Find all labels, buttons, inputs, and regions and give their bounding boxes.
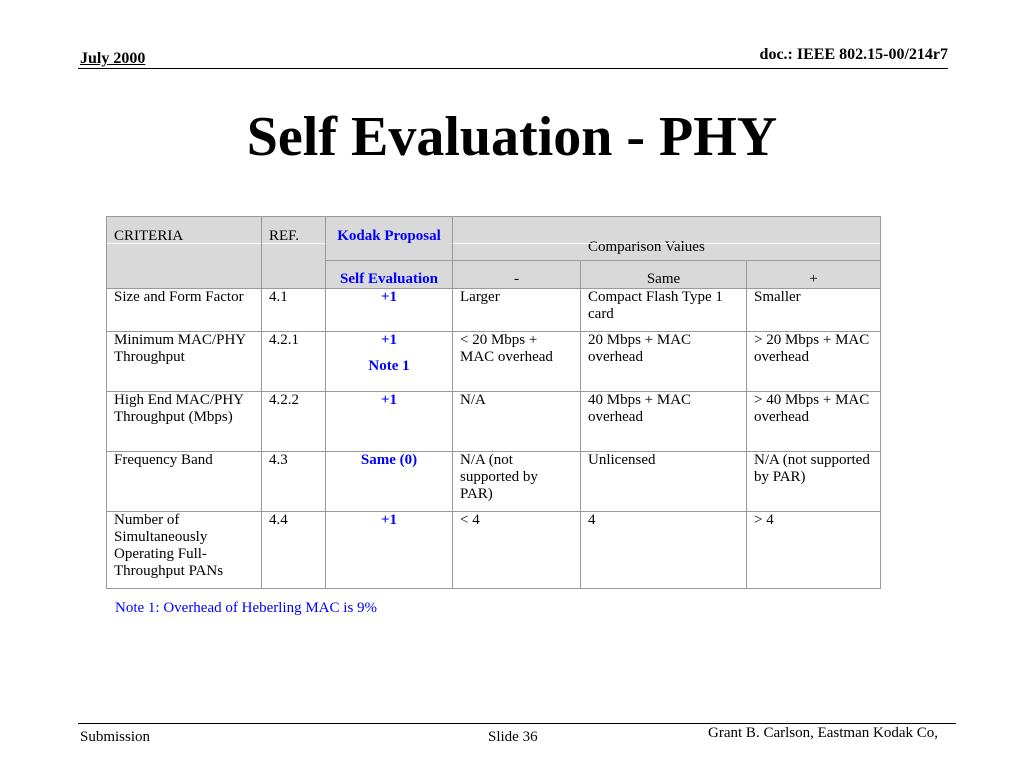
minus-cell: < 20 Mbps + MAC overhead	[453, 332, 581, 392]
header-doc-id: doc.: IEEE 802.15-00/214r7	[759, 46, 948, 63]
table-header-row	[107, 217, 881, 261]
minus-header: -	[453, 261, 581, 289]
minus-cell: N/A	[453, 392, 581, 452]
ref-header: REF.	[262, 217, 326, 289]
header-divider	[78, 68, 948, 69]
evaluation-cell: +1	[326, 392, 453, 452]
criteria-cell: Minimum MAC/PHY Throughput	[107, 332, 262, 392]
ref-cell: 4.4	[262, 512, 326, 589]
same-cell: 40 Mbps + MAC overhead	[581, 392, 747, 452]
minus-cell: < 4	[453, 512, 581, 589]
same-header: Same	[581, 261, 747, 289]
footer-divider	[78, 723, 956, 724]
ref-cell: 4.2.2	[262, 392, 326, 452]
same-cell: 20 Mbps + MAC overhead	[581, 332, 747, 392]
criteria-cell: Frequency Band	[107, 452, 262, 512]
criteria-header: CRITERIA	[107, 217, 262, 289]
slide-title: Self Evaluation - PHY	[246, 106, 778, 168]
plus-cell: N/A (not supported by PAR)	[747, 452, 881, 512]
criteria-cell: Size and Form Factor	[107, 289, 262, 332]
footnote: Note 1: Overhead of Heberling MAC is 9%	[115, 600, 378, 616]
evaluation-cell: +1	[326, 512, 453, 589]
minus-cell: Larger	[453, 289, 581, 332]
evaluation-cell: +1 Note 1	[326, 332, 453, 392]
evaluation-cell: Same (0)	[326, 452, 453, 512]
table-row	[107, 452, 881, 512]
plus-cell: Smaller	[747, 289, 881, 332]
footer-slide-number: Slide 36	[488, 729, 538, 745]
self-evaluation-header: Self Evaluation	[326, 261, 453, 289]
minus-cell: N/A (not supported by PAR)	[453, 452, 581, 512]
plus-cell: > 40 Mbps + MAC overhead	[747, 392, 881, 452]
criteria-cell: Number of Simultaneously Operating Full-Throughput PANs	[107, 512, 262, 589]
same-cell: Unlicensed	[581, 452, 747, 512]
same-cell: Compact Flash Type 1 card	[581, 289, 747, 332]
evaluation-note: Note 1	[368, 358, 410, 374]
evaluation-cell: +1	[326, 289, 453, 332]
plus-cell: > 4	[747, 512, 881, 589]
ref-cell: 4.3	[262, 452, 326, 512]
footer-submission: Submission	[80, 729, 151, 745]
same-cell: 4	[581, 512, 747, 589]
table-row	[107, 512, 881, 589]
table-row	[107, 332, 881, 392]
criteria-cell: High End MAC/PHY Throughput (Mbps)	[107, 392, 262, 452]
comparison-header: Comparison Values	[453, 217, 881, 261]
table-row	[107, 289, 881, 332]
table-row	[107, 392, 881, 452]
header-date: July 2000	[80, 50, 146, 67]
evaluation-table	[106, 216, 881, 589]
footer-author: Grant B. Carlson, Eastman Kodak Co,	[708, 725, 938, 741]
ref-cell: 4.2.1	[262, 332, 326, 392]
ref-cell: 4.1	[262, 289, 326, 332]
plus-header: +	[747, 261, 881, 289]
plus-cell: > 20 Mbps + MAC overhead	[747, 332, 881, 392]
proposal-header: Kodak Proposal	[326, 217, 453, 261]
